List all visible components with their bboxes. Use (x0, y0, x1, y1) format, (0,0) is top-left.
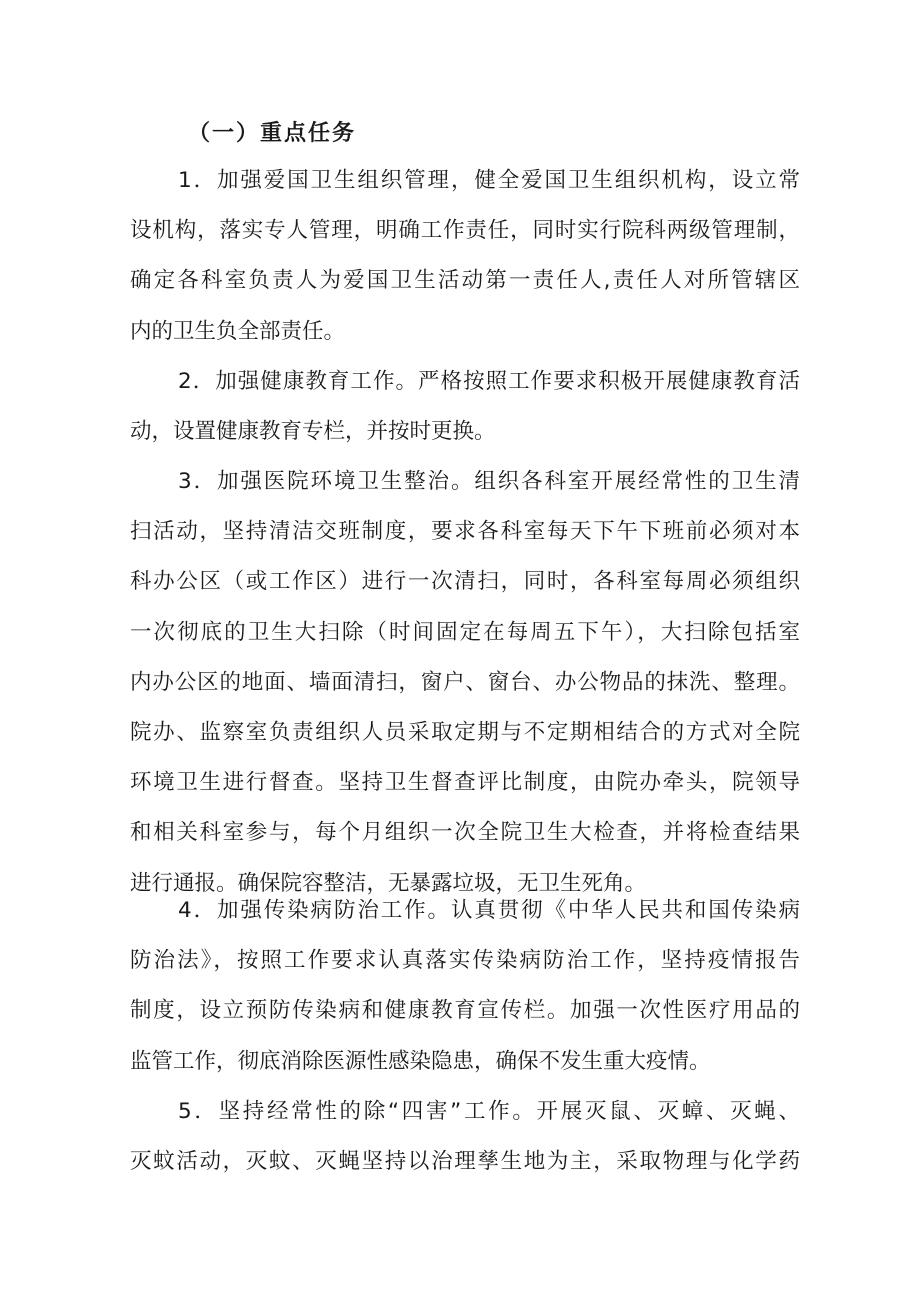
paragraph-line: 内的卫生负全部责任。 (130, 318, 346, 344)
paragraph-line: 5．坚持经常性的除“四害”工作。开展灭鼠、灭蟑、灭蝇、 (178, 1099, 800, 1124)
paragraph-1 (130, 156, 800, 357)
paragraph-line: 4．加强传染病防治工作。认真贯彻《中华人民共和国传染病 (178, 898, 800, 923)
paragraph-line: 扫活动，坚持清洁交班制度，要求各科室每天下午下班前必须对本 (130, 519, 800, 545)
paragraph-line: 制度，设立预防传染病和健康教育宣传栏。加强一次性医疗用品的 (130, 998, 800, 1024)
paragraph-line: 动，设置健康教育专栏，并按时更换。 (130, 419, 496, 445)
paragraph-line: 3．加强医院环境卫生整治。组织各科室开展经常性的卫生清 (178, 469, 800, 494)
paragraph-5 (130, 1087, 800, 1187)
paragraph-line: 1．加强爱国卫生组织管理，健全爱国卫生组织机构，设立常 (178, 168, 800, 193)
paragraph-4 (130, 886, 800, 1087)
paragraph-line: 内办公区的地面、墙面清扫，窗户、窗台、办公物品的抹洗、整理。 (130, 669, 800, 695)
section-heading: （一）重点任务 (188, 121, 357, 146)
paragraph-line: 一次彻底的卫生大扫除（时间固定在每周五下午），大扫除包括室 (130, 619, 800, 645)
paragraph-line: 进行通报。确保院容整洁，无暴露垃圾，无卫生死角。 (130, 870, 647, 896)
paragraph-line: 灭蚊活动，灭蚊、灭蝇坚持以治理孳生地为主，采取物理与化学药 (130, 1149, 800, 1175)
paragraph-line: 院办、监察室负责组织人员采取定期与不定期相结合的方式对全院 (130, 719, 800, 745)
paragraph-line: 环境卫生进行督查。坚持卫生督查评比制度，由院办牵头，院领导 (130, 770, 800, 796)
paragraph-line: 设机构，落实专人管理，明确工作责任，同时实行院科两级管理制， (130, 218, 800, 244)
paragraph-line: 科办公区（或工作区）进行一次清扫，同时，各科室每周必须组织 (130, 569, 800, 595)
paragraph-line: 2．加强健康教育工作。严格按照工作要求积极开展健康教育活 (178, 369, 800, 394)
paragraph-line: 确定各科室负责人为爱国卫生活动第一责任人,责任人对所管辖区 (130, 268, 800, 294)
paragraph-2 (130, 357, 800, 457)
paragraph-line: 监管工作，彻底消除医源性感染隐患，确保不发生重大疫情。 (130, 1048, 711, 1074)
paragraph-line: 防治法》，按照工作要求认真落实传染病防治工作，坚持疫情报告 (130, 948, 800, 974)
paragraph-line: 和相关科室参与，每个月组织一次全院卫生大检查，并将检查结果 (130, 820, 800, 846)
paragraph-3 (130, 457, 800, 909)
